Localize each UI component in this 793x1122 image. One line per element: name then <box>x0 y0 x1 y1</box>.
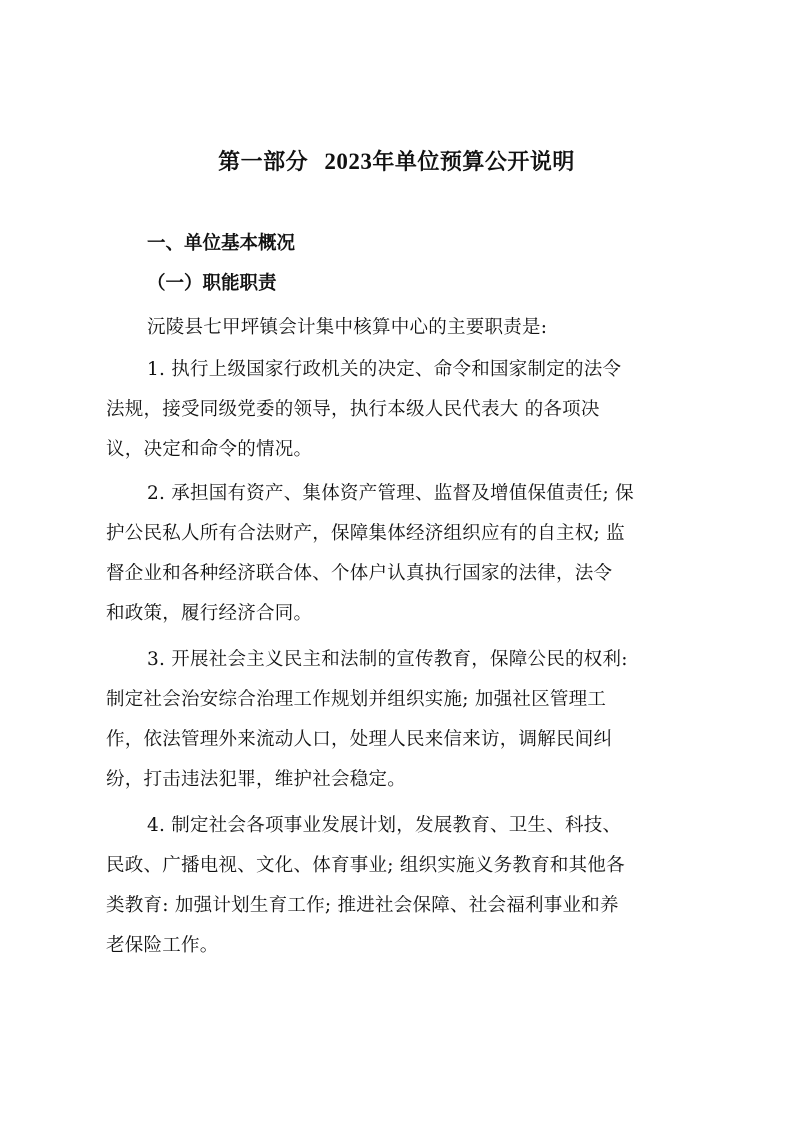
duty-item-1 <box>106 350 696 470</box>
title-prefix: 第一部分 <box>218 149 309 175</box>
duty-line: 1. 执行上级国家行政机关的决定、命令和国家制定的法令 <box>147 359 622 380</box>
duty-line: 民政、广播电视、文化、体育事业; 组织实施义务教育和其他各 <box>106 855 625 876</box>
title-suffix: 年单位预算公开说明 <box>372 149 575 175</box>
duty-line: 类教育: 加强计划生育工作; 推进社会保障、社会福利事业和养 <box>106 895 619 916</box>
duty-line: 法规，接受同级党委的领导，执行本级人民代表大 的各项决 <box>106 399 600 420</box>
duty-line: 护公民私人所有合法财产，保障集体经济组织应有的自主权; 监 <box>106 523 625 544</box>
duty-item-2 <box>106 474 696 634</box>
duty-line: 3. 开展社会主义民主和法制的宣传教育，保障公民的权利: <box>147 649 628 670</box>
subsection-heading: （一）职能职责 <box>147 273 277 294</box>
duty-line: 2. 承担国有资产、集体资产管理、监督及增值保值责任; 保 <box>147 483 634 504</box>
title-year: 2023 <box>324 149 373 174</box>
duty-line: 老保险工作。 <box>106 935 219 956</box>
duty-line: 作，依法管理外来流动人口，处理人民来信来访，调解民间纠 <box>106 729 613 750</box>
duty-line: 和政策，履行经济合同。 <box>106 603 313 624</box>
duty-item-3 <box>106 640 696 800</box>
intro-paragraph <box>106 308 696 348</box>
duty-item-4 <box>106 806 696 966</box>
duty-line: 议，决定和命令的情况。 <box>106 439 313 460</box>
duty-line: 制定社会治安综合治理工作规划并组织实施; 加强社区管理工 <box>106 689 607 710</box>
intro-line: 沅陵县七甲坪镇会计集中核算中心的主要职责是: <box>147 317 548 338</box>
duty-line: 4. 制定社会各项事业发展计划，发展教育、卫生、科技、 <box>147 815 622 836</box>
page-title <box>0 144 793 180</box>
duty-line: 督企业和各种经济联合体、个体户认真执行国家的法律，法令 <box>106 563 613 584</box>
duty-line: 纷，打击违法犯罪，维护社会稳定。 <box>106 769 407 790</box>
section-heading: 一、单位基本概况 <box>147 233 296 254</box>
